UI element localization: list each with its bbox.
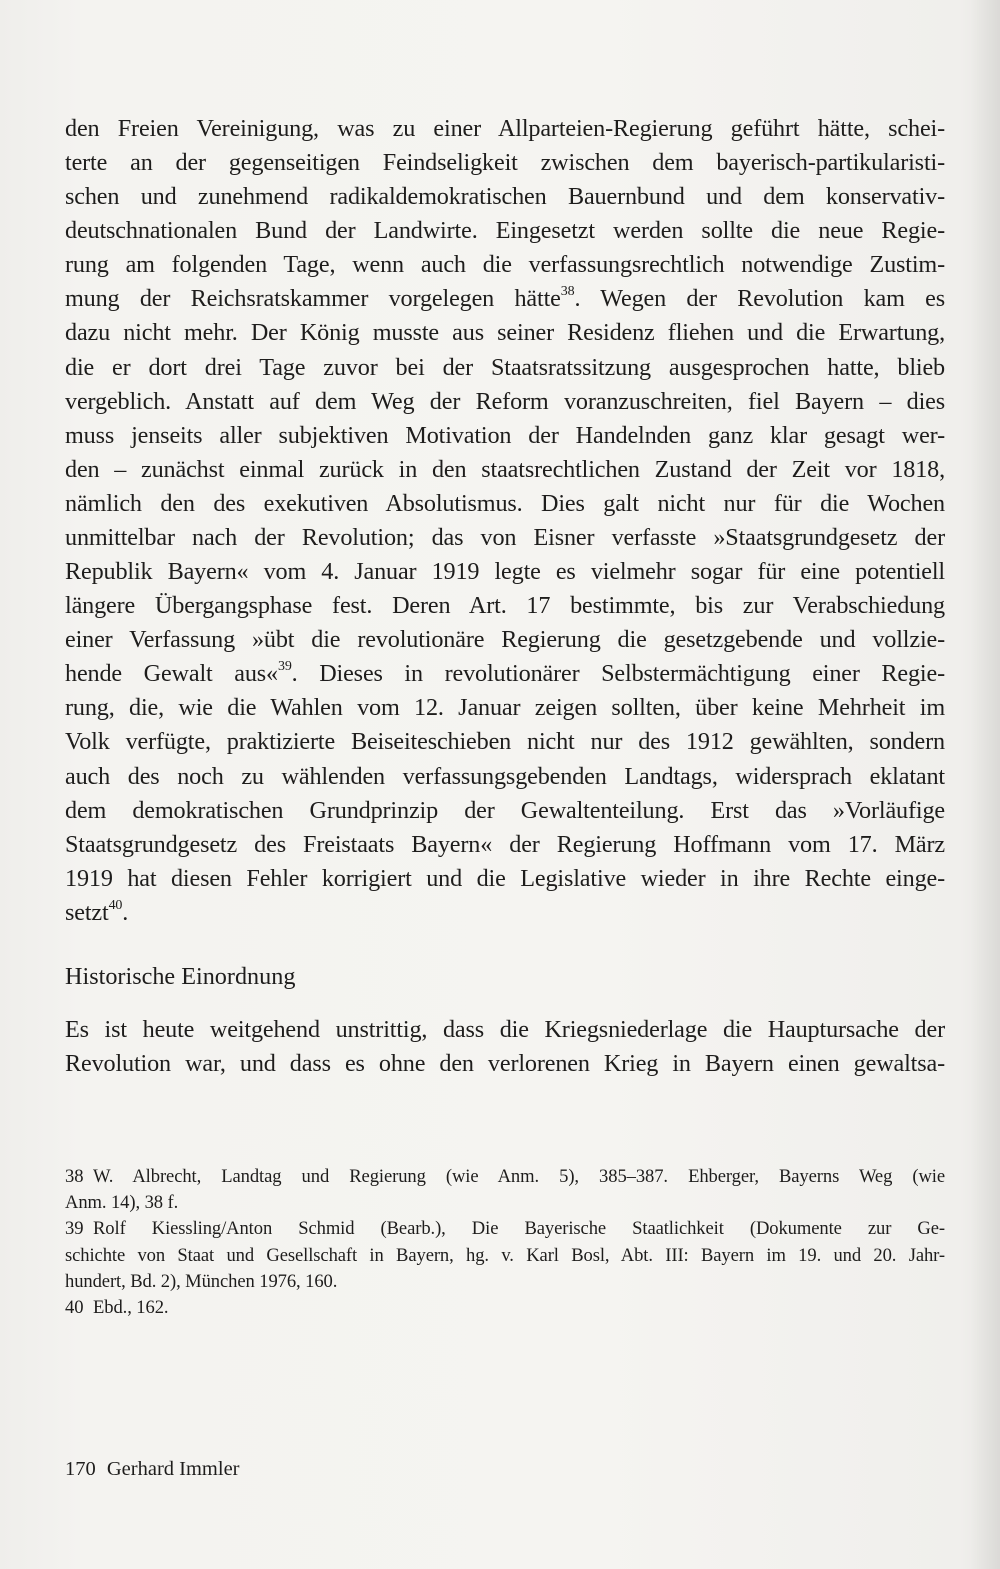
footnote-text: Ebd., 162.: [93, 1297, 169, 1318]
footnote-line: [65, 1269, 945, 1295]
text-segment: setzt: [65, 899, 109, 926]
footnote-line: [65, 1164, 945, 1190]
footnote-text: hundert, Bd. 2), München 1976, 160.: [65, 1271, 338, 1292]
body-line: die er dort drei Tage zuvor bei der Staatsratssitzung ausgesprochen hatte, blieb: [65, 354, 945, 381]
page-footer: [65, 1455, 240, 1483]
section-line: Es ist heute weitgehend unstrittig, dass die Kriegsniederlage die Hauptursache der: [65, 1016, 945, 1043]
body-line: den Freien Vereinigung, was zu einer Allparteien-Regierung geführt hätte, schei-: [65, 115, 945, 142]
running-author: Gerhard Immler: [106, 1458, 240, 1480]
body-line: Staatsgrundgesetz des Freistaats Bayern« der Regierung Hoffmann vom 17. März: [65, 831, 945, 858]
section-line: Revolution war, und dass es ohne den verlorenen Krieg in Bayern einen gewaltsa-: [65, 1050, 945, 1077]
body-line: den – zunächst einmal zurück in den staatsrechtlichen Zustand der Zeit vor 1818,: [65, 456, 945, 483]
body-line: Republik Bayern« vom 4. Januar 1919 legte es vielmehr sogar für eine potentiell: [65, 558, 945, 585]
text-segment: . Wegen der Revolution kam es: [574, 285, 945, 312]
footnote-line: [65, 1190, 945, 1216]
section-heading: Historische Einordnung: [65, 963, 296, 990]
footnote-number: 40: [65, 1297, 84, 1318]
text-segment: hende Gewalt aus«: [65, 660, 278, 687]
page-number: 170: [65, 1458, 96, 1480]
body-line: 1919 hat diesen Fehler korrigiert und die Legislative wieder in ihre Rechte einge-: [65, 865, 945, 892]
footnote-reference: 39: [277, 658, 292, 674]
footnote-reference: 38: [560, 283, 575, 299]
body-line: auch des noch zu wählenden verfassungsgebenden Landtags, widersprach eklatant: [65, 763, 945, 790]
body-line: rung am folgenden Tage, wenn auch die verfassungsrechtlich notwendige Zustim-: [65, 251, 945, 278]
footnote-number: 38: [65, 1166, 84, 1187]
body-line: längere Übergangsphase fest. Deren Art. 17 bestimmte, bis zur Verabschiedung: [65, 592, 945, 619]
body-line: dazu nicht mehr. Der König musste aus seiner Residenz fliehen und die Erwartung,: [65, 319, 945, 346]
body-line: rung, die, wie die Wahlen vom 12. Januar zeigen sollten, über keine Mehrheit im: [65, 694, 945, 721]
body-line: nämlich den des exekutiven Absolutismus. Dies galt nicht nur für die Wochen: [65, 490, 945, 517]
footnote-text: Rolf Kiessling/Anton Schmid (Bearb.), Die Bayerische Staatlichkeit (Dokumente zur Ge-: [93, 1218, 945, 1239]
footnote-line: [65, 1243, 945, 1269]
footnote-number: 39: [65, 1218, 84, 1239]
body-line: dem demokratischen Grundprinzip der Gewaltenteilung. Erst das »Vorläufige: [65, 797, 945, 824]
body-line: vergeblich. Anstatt auf dem Weg der Reform voranzuschreiten, fiel Bayern – dies: [65, 388, 945, 415]
text-segment: .: [122, 899, 129, 926]
body-line: [65, 282, 945, 316]
text-segment: mung der Reichsratskammer vorgelegen hätte: [65, 285, 561, 312]
body-line: unmittelbar nach der Revolution; das von Eisner verfasste »Staatsgrundgesetz der: [65, 524, 945, 551]
footnote-text: W. Albrecht, Landtag und Regierung (wie Anm. 5), 385–387. Ehberger, Bayerns Weg (wie: [93, 1166, 945, 1187]
body-line: [65, 657, 945, 691]
body-line: schen und zunehmend radikaldemokratischen Bauernbund und dem konservativ-: [65, 183, 945, 210]
footnote-text: schichte von Staat und Gesellschaft in Bayern, hg. v. Karl Bosl, Abt. III: Bayern im 19. und 20. Jahr-: [65, 1245, 945, 1266]
body-line: einer Verfassung »übt die revolutionäre Regierung die gesetzgebende und vollzie-: [65, 626, 945, 653]
body-line: muss jenseits aller subjektiven Motivation der Handelnden ganz klar gesagt wer-: [65, 422, 945, 449]
footnote-line: [65, 1295, 945, 1321]
page-edge-shadow: [970, 0, 1000, 1569]
footnote-line: [65, 1216, 945, 1242]
body-line: deutschnationalen Bund der Landwirte. Eingesetzt werden sollte die neue Regie-: [65, 217, 945, 244]
body-line: Volk verfügte, praktizierte Beiseiteschieben nicht nur des 1912 gewählten, sondern: [65, 728, 945, 755]
text-segment: . Dieses in revolutionärer Selbstermächtigung einer Regie-: [291, 660, 945, 687]
body-line: terte an der gegenseitigen Feindseligkeit zwischen dem bayerisch-partikularisti-: [65, 149, 945, 176]
footnote-reference: 40: [108, 897, 123, 913]
body-line: [65, 896, 945, 930]
footnote-text: Anm. 14), 38 f.: [65, 1192, 179, 1213]
